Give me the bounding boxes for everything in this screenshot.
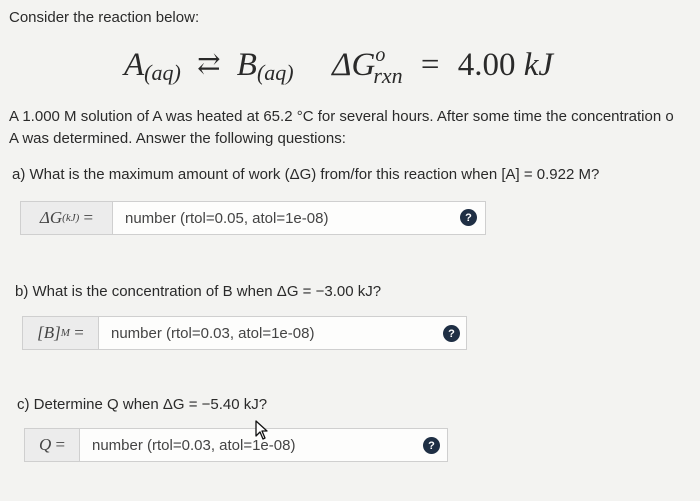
reactant-phase: (aq) [144,60,181,85]
answer-a-prefix-eq: = [83,208,94,227]
answer-b-prefix-eq: = [74,323,84,342]
delta-g-symbol: ΔG [332,47,376,83]
question-circle-icon[interactable]: ? [423,437,440,454]
answer-b-input[interactable] [99,317,466,349]
question-circle-icon[interactable]: ? [460,209,477,226]
product-phase: (aq) [256,60,294,85]
question-a: a) What is the maximum amount of work (ΔG) from/for this reaction when [A] = 0.922 M? [12,166,600,183]
answer-a-prefix-symbol: ΔG [39,208,63,227]
product: B [236,47,257,83]
problem-line-2: A was determined. Answer the following questions: [9,130,346,147]
answer-a-input[interactable] [113,202,485,234]
reactant: A [124,47,145,83]
delta-g-unit: kJ [523,47,554,83]
answer-b-prefix [23,317,99,349]
equilibrium-arrow: ⇄ [197,49,221,80]
problem-line-1: A 1.000 M solution of A was heated at 65.2 °C for several hours. After some time the concentration o [9,108,674,125]
answer-b-prefix-unit: M [60,327,70,339]
question-b: b) What is the concentration of B when ΔG = −3.00 kJ? [15,283,382,300]
delta-g-subscript: rxn [373,63,403,88]
question-c: c) Determine Q when ΔG = −5.40 kJ? [17,396,268,413]
reaction-equation [124,44,553,89]
answer-a-prefix-unit: (kJ) [62,212,80,224]
answer-c-prefix-symbol: Q [38,435,52,454]
equals-sign: = [420,47,440,83]
answer-c-prefix [25,429,80,461]
intro-text: Consider the reaction below: [9,9,200,26]
answer-b-prefix-symbol: [B] [37,323,61,342]
delta-g-superscript: o [375,44,386,66]
answer-a-prefix [21,202,113,234]
delta-g-value: 4.00 [457,47,516,83]
answer-a-field [20,201,486,235]
answer-c-prefix-eq: = [55,435,66,454]
question-circle-icon[interactable]: ? [443,325,460,342]
answer-c-field [24,428,448,462]
answer-b-field [22,316,467,350]
mouse-pointer-icon [255,420,269,440]
